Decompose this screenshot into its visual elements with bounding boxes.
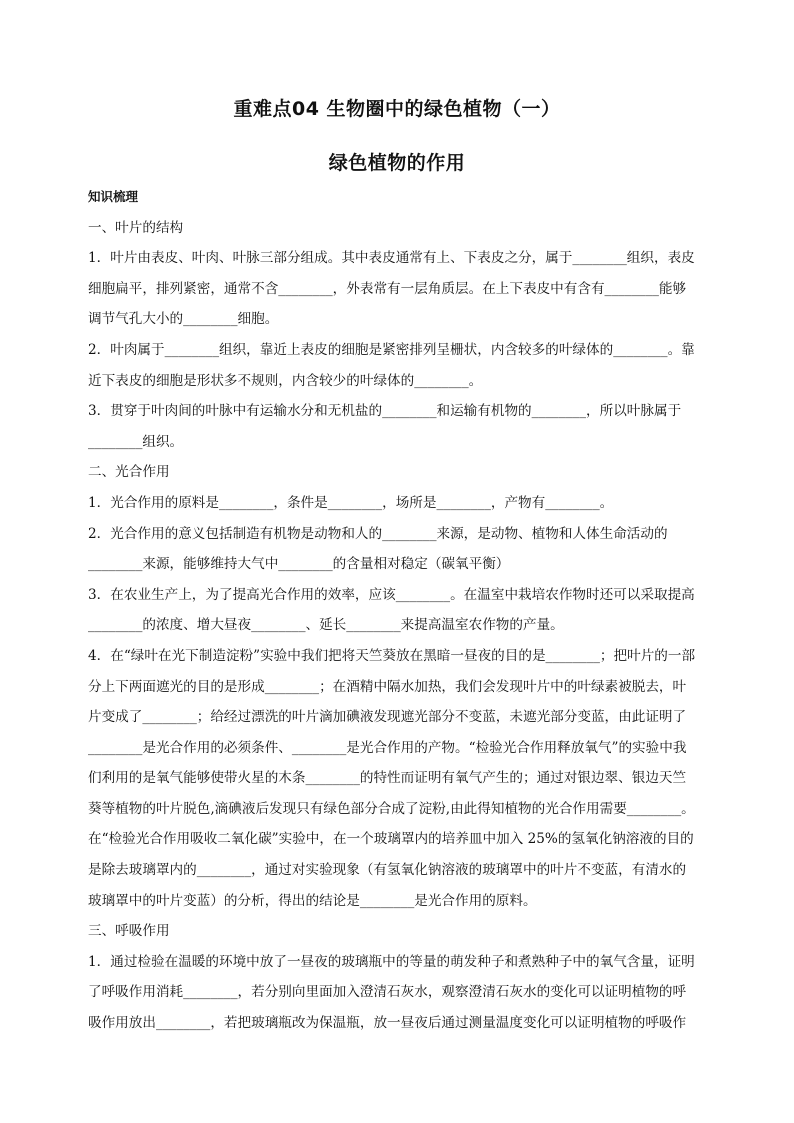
page-subtitle: 绿色植物的作用 [328,152,466,174]
text-line: 1．通过检验在温暖的环境中放了一昼夜的玻璃瓶中的等量的萌发种子和煮熟种子中的氧气含量，证明 [88,953,695,970]
text-line: ________是光合作用的必须条件、________是光合作用的产物。“检验光合作用释放氧气”的实验中我 [88,739,687,756]
text-line: 葵等植物的叶片脱色,滴碘液后发现只有绿色部分合成了淀粉,由此得知植物的光合作用需要________。 [88,800,695,817]
page-title: 重难点04 生物圈中的绿色植物（一） [233,98,561,120]
text-line: 4．在“绿叶在光下制造淀粉”实验中我们把将天竺葵放在黑暗一昼夜的目的是________；把叶片的一部 [88,647,696,664]
text-line: 们利用的是氧气能够使带火星的木条________的特性而证明有氧气产生的；通过对银边翠、银边天竺 [88,770,687,787]
section-label-knowledge: 知识梳理 [88,189,139,204]
text-line: 在“检验光合作用吸收二氧化碳”实验中，在一个玻璃罩内的培养皿中加入 25%的氢氧化钠溶液的目的 [88,831,694,848]
text-line: 细胞扁平，排列紧密，通常不含________，外表常有一层角质层。在上下表皮中有含有________能够 [88,280,687,297]
document-body [88,182,708,1039]
text-line: 玻璃罩中的叶片变蓝）的分析，得出的结论是________是光合作用的原料。 [88,892,537,909]
text-line: 近下表皮的细胞是形状多不规则，内含较少的叶绿体的________。 [88,372,483,389]
text-line: 了呼吸作用消耗________，若分别向里面加入澄清石灰水，观察澄清石灰水的变化可以证明植物的呼 [88,984,687,1001]
text-line: 3．在农业生产上，为了提高光合作用的效率，应该________。在温室中栽培农作物时还可以采取提高 [88,586,695,603]
text-line: 1．光合作用的原料是________，条件是________，场所是________，产物有________。 [88,494,614,511]
text-line: 3．贯穿于叶肉间的叶脉中有运输水分和无机盐的________和运输有机物的________，所以叶脉属于 [88,403,682,420]
text-line: 2．叶肉属于________组织，靠近上表皮的细胞是紧密排列呈栅状，内含较多的叶绿体的________。靠 [88,341,695,358]
text-line: 吸作用放出________，若把玻璃瓶改为保温瓶，放一昼夜后通过测量温度变化可以证明植物的呼吸作 [88,1015,687,1032]
text-line: 是除去玻璃罩内的________，通过对实验现象（有氢氧化钠溶液的玻璃罩中的叶片不变蓝，有清水的 [88,862,687,879]
section-heading-leaf-structure: 一、叶片的结构 [88,219,184,236]
text-line: ________的浓度、增大昼夜________、延长________来提高温室农作物的产量。 [88,617,564,634]
text-line: ________组织。 [88,433,184,450]
section-heading-photosynthesis: 二、光合作用 [88,464,170,481]
text-line: 2．光合作用的意义包括制造有机物是动物和人的________来源，是动物、植物和人体生命活动的 [88,525,668,542]
text-line: 调节气孔大小的________细胞。 [88,311,279,328]
section-heading-respiration: 三、呼吸作用 [88,923,170,940]
text-line: 片变成了________；给经过漂洗的叶片滴加碘液发现遮光部分不变蓝，未遮光部分变蓝，由此证明了 [88,709,687,726]
text-line: ________来源，能够维持大气中________的含量相对稳定（碳氧平衡） [88,556,510,573]
text-line: 1．叶片由表皮、叶肉、叶脉三部分组成。其中表皮通常有上、下表皮之分，属于________组织，表皮 [88,250,695,267]
text-line: 分上下两面遮光的目的是形成________；在酒精中隔水加热，我们会发现叶片中的叶绿素被脱去，叶 [88,678,687,695]
